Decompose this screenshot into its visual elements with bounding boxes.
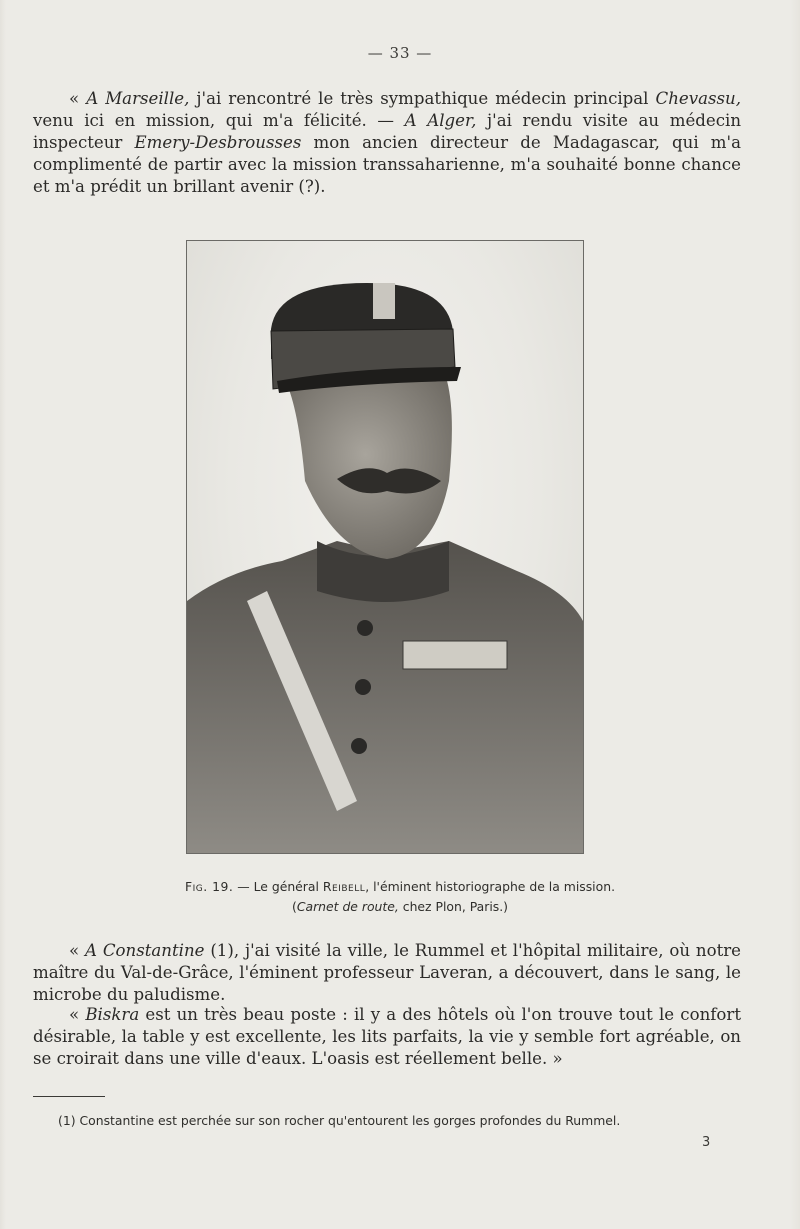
paragraph-biskra — [33, 1004, 741, 1070]
tunic-button — [351, 738, 367, 754]
source-open: ( — [291, 899, 297, 914]
text-run: « — [69, 941, 86, 960]
tunic-button — [355, 679, 371, 695]
name-emery-desbrousses: Emery-Desbrousses — [134, 133, 302, 152]
page-number: — 33 — — [367, 44, 433, 62]
source-title: Carnet de route, — [296, 899, 399, 914]
portrait-photograph — [186, 240, 584, 854]
name-chevassu: Chevassu, — [655, 89, 741, 108]
paragraph-constantine — [33, 940, 741, 1006]
face-shape — [279, 369, 452, 559]
footnote-rule — [33, 1096, 105, 1097]
paragraph-marseille-alger — [33, 88, 741, 198]
text-run: j'ai rendu visite au médecin inspecteur — [33, 111, 742, 152]
text-run: mon ancien directeur de Madagascar, qui m'a complimenté de partir avec la mission transsaharienne, m'a souhaité bonne chance et m'a prédit un brillant avenir (?). — [33, 133, 741, 196]
figure-source — [0, 899, 800, 914]
text-run: (1), j'ai visité la ville, le Rummel et l'hôpital militaire, où notre maître du Val-de-Grâce, l'éminent professeur Laveran, a découvert, dans le sang, le microbe du paludisme. — [33, 941, 741, 1004]
text-run: « — [69, 1005, 86, 1024]
caption-text: , l'éminent historiographe de la mission. — [365, 879, 616, 894]
place-alger: A Alger, — [404, 111, 477, 130]
text-run: j'ai rencontré le très sympathique médecin principal — [189, 89, 656, 108]
caption-name: Reibell — [322, 879, 366, 894]
figure-caption — [0, 879, 800, 894]
kepi-stripes — [373, 283, 395, 319]
medal-ribbons — [403, 641, 507, 669]
place-biskra: Biskra — [85, 1005, 140, 1024]
place-marseille: A Marseille, — [86, 89, 190, 108]
portrait-illustration — [187, 241, 583, 853]
source-rest: chez Plon, Paris.) — [398, 899, 508, 914]
tunic-button — [357, 620, 373, 636]
caption-text: — Le général — [233, 879, 323, 894]
figure-label: Fig. 19. — [184, 879, 234, 894]
place-constantine: A Constantine — [85, 941, 205, 960]
text-run: est un très beau poste : il y a des hôtels où l'on trouve tout le confort désirable, la table y est excellente, les lits parfaits, la vie y semble fort agréable, on se croirait dans une ville d'eaux. L'oasis est réellement belle. » — [33, 1005, 741, 1068]
text-run: venu ici en mission, qui m'a félicité. — — [33, 111, 405, 130]
footnote: (1) Constantine est perchée sur son rocher qu'entourent les gorges profondes du Rummel. — [58, 1113, 621, 1128]
text-run: « — [69, 89, 87, 108]
signature-mark: 3 — [702, 1135, 711, 1150]
